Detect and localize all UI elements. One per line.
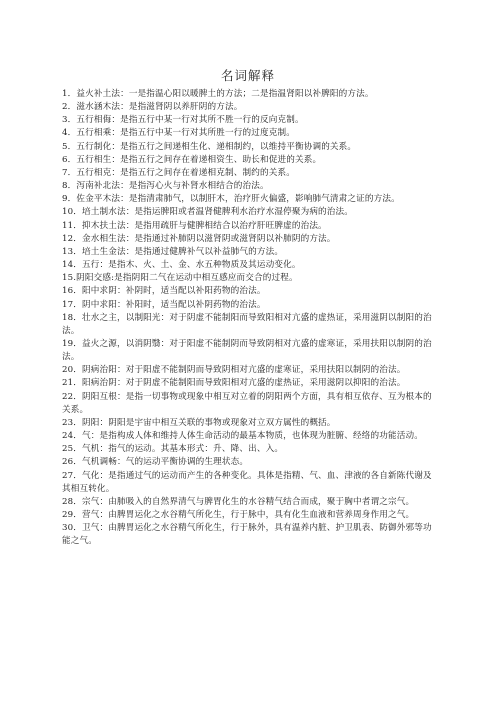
definition-entry-29: 29．营气：由脾胃运化之水谷精气所化生，行于脉中，具有化生血液和营养周身作用之气。 bbox=[62, 510, 415, 520]
definition-entry-19: 19．益火之源，以消阴翳：对于阳虚不能制阴而导致阴相对亢盛的虚寒证，采用扶阳以制阴的治法。 bbox=[62, 338, 432, 363]
definition-entry-17: 17．阴中求阳：补阳时，适当配以补阴药物的治法。 bbox=[62, 299, 266, 310]
definition-entry-28: 28．宗气：由肺吸入的自然界清气与脾胃化生的水谷精气结合而成，聚于胸中者谓之宗气。 bbox=[62, 496, 415, 507]
definition-entry-26: 26．气机调畅：气的运动平衡协调的生理状态。 bbox=[62, 457, 249, 468]
definition-entry-27: 27．气化：是指通过气的运动而产生的各种变化。具体是指精、气、血、津液的各自新陈代谢及其相互转化。 bbox=[62, 470, 432, 494]
definition-entry-5: 5．五行制化：是指五行之间递相生化、递相制约，以维持平衡协调的关系。 bbox=[62, 141, 357, 152]
definition-entry-18: 18．壮水之主，以制阳光：对于阴虚不能制阳而导致阳相对亢盛的虚热证，采用滋阴以制阳的治法。 bbox=[62, 312, 432, 336]
definition-entry-25: 25．气机：指气的运动。其基本形式：升、降、出、入。 bbox=[62, 444, 284, 455]
definition-entry-16: 16．阳中求阴：补阴时，适当配以补阳药物的治法。 bbox=[62, 286, 266, 297]
definition-entry-9: 9．佐金平木法：是指清肃肺气，以制肝木，治疗肝火偏盛，影响肺气清肃之证的方法。 bbox=[62, 194, 400, 205]
definition-entry-6: 6．五行相生：是指五行之间存在着递相资生、助长和促进的关系。 bbox=[62, 154, 322, 165]
definition-entry-10: 10．培土制水法：是指运脾阳或者温肾健脾利水治疗水湿停聚为病的治法。 bbox=[62, 207, 354, 218]
definition-entry-15: 15.阴阳交感:是指阴阳二气在运动中相互感应而交合的过程。 bbox=[62, 273, 298, 284]
definition-entry-1: 1．益火补土法：一是指温心阳以暖脾土的方法；二是指温肾阳以补脾阳的方法。 bbox=[62, 89, 374, 99]
definition-entry-21: 21．阳病治阴：对于阴虚不能制阳而导致阳相对亢盛的虚热证，采用滋阴以抑阳的治法。 bbox=[62, 378, 406, 389]
definition-entry-2: 2．滋水涵木法：是指滋肾阴以养肝阴的方法。 bbox=[62, 102, 243, 113]
definition-entry-20: 20．阴病治阳：对于阳虚不能制阴而导致阴相对亢盛的虚寒证，采用扶阳以制阴的治法。 bbox=[62, 365, 406, 376]
definition-entry-8: 8．泻南补北法：是指泻心火与补肾水相结合的治法。 bbox=[62, 181, 269, 192]
definition-entry-12: 12．金水相生法：是指通过补肺阴以滋肾阴或滋肾阴以补肺阴的方法。 bbox=[62, 233, 336, 244]
definition-entry-3: 3．五行相侮：是指五行中某一行对其所不胜一行的反向克制。 bbox=[62, 115, 304, 126]
definition-entry-24: 24．气：是指构成人体和维持人体生命活动的最基本物质，也体现为脏腑、经络的功能活动。 bbox=[62, 431, 423, 442]
definition-entry-14: 14．五行：是指木、火、土、金、水五种物质及其运动变化。 bbox=[62, 260, 301, 271]
definition-list bbox=[62, 88, 434, 548]
definition-entry-4: 4．五行相乘：是指五行中某一行对其所胜一行的过度克制。 bbox=[62, 128, 295, 139]
definition-entry-11: 11．抑木扶土法：是指用疏肝与健脾相结合以治疗肝旺脾虚的治法。 bbox=[62, 220, 327, 231]
definition-entry-13: 13．培土生金法：是指通过健脾补气以补益肺气的方法。 bbox=[62, 246, 284, 257]
definition-entry-7: 7．五行相克：是指五行之间存在着递相克制、制约的关系。 bbox=[62, 167, 295, 178]
definition-entry-22: 22．阴阳互根：是指一切事物或现象中相互对立着的阴阳两个方面，具有相互依存、互为根本的关系。 bbox=[62, 391, 432, 415]
definition-entry-23: 23．阴阳：阴阳是宇宙中相互关联的事物或现象对立双方属性的概括。 bbox=[62, 417, 336, 428]
page-title: 名词解释 bbox=[220, 68, 275, 83]
definition-entry-30: 30．卫气：由脾胃运化之水谷精气所化生，行于脉外，具有温养内脏、护卫肌表、防御外邪等功能之气。 bbox=[62, 523, 432, 547]
